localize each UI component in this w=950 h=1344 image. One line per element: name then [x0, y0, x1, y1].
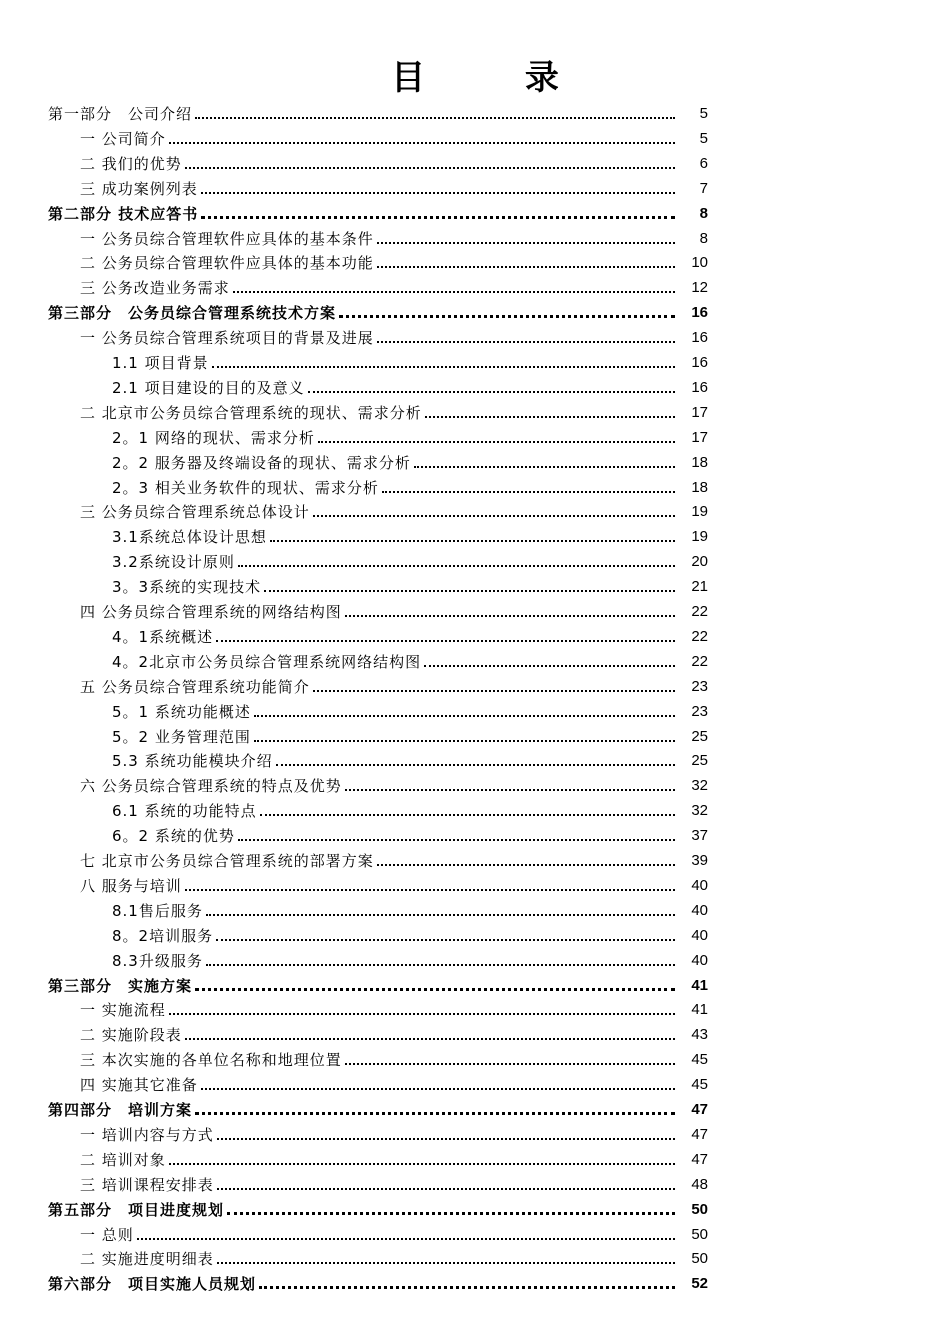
dot-leader — [216, 939, 675, 941]
dot-leader — [238, 839, 675, 841]
toc-entry-page-number: 41 — [691, 1001, 708, 1019]
toc-entry-label: 3.1系统总体设计思想 — [112, 528, 267, 547]
dot-leader — [217, 1188, 675, 1190]
toc-entry-label: 一 公务员综合管理软件应具体的基本条件 — [80, 229, 374, 248]
dot-leader — [217, 1138, 675, 1140]
toc-entry[interactable] — [112, 946, 708, 970]
dot-leader — [233, 291, 675, 293]
toc-entry[interactable] — [80, 124, 708, 148]
dot-leader — [345, 615, 675, 617]
dot-leader — [313, 515, 675, 517]
toc-entry-page-number: 19 — [691, 503, 708, 521]
toc-entry-label: 三 本次实施的各单位名称和地理位置 — [80, 1051, 342, 1070]
toc-entry-page-number: 12 — [691, 279, 708, 297]
toc-entry-page-number: 22 — [691, 627, 708, 645]
toc-entry[interactable] — [80, 1020, 708, 1044]
toc-entry[interactable] — [80, 871, 708, 895]
toc-entry-page-number: 10 — [691, 254, 708, 272]
toc-entry[interactable] — [112, 896, 708, 920]
dot-leader — [195, 117, 675, 119]
toc-entry-label: 一 培训内容与方式 — [80, 1125, 214, 1144]
toc-entry-label: 二 实施进度明细表 — [80, 1250, 214, 1269]
toc-entry[interactable] — [80, 1170, 708, 1194]
toc-entry[interactable] — [112, 796, 708, 820]
dot-leader — [318, 441, 675, 443]
toc-entry-label: 第二部分 技术应答书 — [48, 204, 199, 223]
toc-entry-label: 二 实施阶段表 — [80, 1026, 182, 1045]
toc-entry[interactable] — [80, 398, 708, 422]
toc-entry-label: 6.1 系统的功能特点 — [112, 802, 257, 821]
toc-entry-page-number: 50 — [691, 1200, 708, 1218]
toc-entry-label: 5。2 业务管理范围 — [112, 727, 251, 746]
toc-entry[interactable] — [80, 149, 708, 173]
toc-entry-page-number: 16 — [691, 304, 708, 322]
toc-entry-label: 2。1 网络的现状、需求分析 — [112, 428, 315, 447]
toc-entry[interactable] — [112, 448, 708, 472]
toc-entry-page-number: 25 — [691, 727, 708, 745]
dot-leader — [414, 466, 675, 468]
toc-entry-page-number: 17 — [691, 403, 708, 421]
dot-leader — [270, 540, 675, 542]
dot-leader — [185, 167, 675, 169]
toc-entry[interactable] — [80, 323, 708, 347]
toc-entry[interactable] — [112, 473, 708, 497]
dot-leader — [201, 216, 675, 219]
toc-entry-label: 三 公务改造业务需求 — [80, 279, 230, 298]
dot-leader — [254, 715, 675, 717]
dot-leader — [169, 1013, 675, 1015]
dot-leader — [377, 266, 675, 268]
toc-entry[interactable] — [112, 547, 708, 571]
toc-entry[interactable] — [48, 1269, 708, 1293]
toc-entry[interactable] — [80, 174, 708, 198]
dot-leader — [227, 1212, 675, 1215]
toc-entry[interactable] — [80, 846, 708, 870]
toc-entry-page-number: 18 — [691, 478, 708, 496]
toc-entry-page-number: 40 — [691, 951, 708, 969]
toc-entry-label: 四 实施其它准备 — [80, 1076, 198, 1095]
toc-entry-page-number: 50 — [691, 1250, 708, 1268]
dot-leader — [238, 565, 675, 567]
toc-entry[interactable] — [80, 273, 708, 297]
toc-entry-label: 4。1系统概述 — [112, 627, 214, 646]
toc-entry-label: 四 公务员综合管理系统的网络结构图 — [80, 603, 342, 621]
toc-entry[interactable] — [80, 1045, 708, 1069]
toc-entry-label: 第三部分 实施方案 — [48, 976, 193, 995]
dot-leader — [201, 1088, 675, 1090]
toc-entry-label: 4。2北京市公务员综合管理系统网络结构图 — [112, 652, 422, 671]
toc-entry-label: 第三部分 公务员综合管理系统技术方案 — [48, 304, 337, 323]
toc-entry[interactable] — [48, 99, 708, 123]
toc-entry-page-number: 7 — [699, 179, 708, 197]
toc-entry-label: 二 培训对象 — [80, 1150, 166, 1169]
toc-entry[interactable] — [112, 647, 708, 671]
toc-entry-page-number: 52 — [691, 1275, 708, 1293]
toc-entry-page-number: 32 — [691, 777, 708, 795]
toc-entry-label: 六 公务员综合管理系统的特点及优势 — [80, 777, 342, 796]
toc-entry-label: 3.2系统设计原则 — [112, 553, 235, 572]
dot-leader — [212, 366, 675, 368]
toc-entry-page-number: 45 — [691, 1051, 708, 1069]
toc-entry[interactable] — [48, 199, 708, 223]
toc-entry[interactable] — [112, 821, 708, 845]
toc-entry[interactable] — [112, 697, 708, 721]
toc-entry[interactable] — [112, 921, 708, 945]
toc-entry-label: 第四部分 培训方案 — [48, 1101, 193, 1119]
dot-leader — [216, 640, 675, 642]
toc-entry[interactable] — [80, 224, 708, 248]
toc-entry[interactable] — [80, 497, 708, 521]
toc-entry-label: 五 公务员综合管理系统功能简介 — [80, 677, 310, 696]
dot-leader — [308, 391, 675, 393]
toc-entry-label: 2。2 服务器及终端设备的现状、需求分析 — [112, 453, 411, 472]
toc-entry-label: 七 北京市公务员综合管理系统的部署方案 — [80, 852, 374, 870]
toc-entry-page-number: 8 — [699, 204, 708, 222]
toc-entry-page-number: 25 — [691, 752, 708, 770]
dot-leader — [339, 315, 675, 318]
toc-entry[interactable] — [112, 746, 708, 770]
toc-entry[interactable] — [80, 995, 708, 1019]
toc-entry-page-number: 16 — [691, 378, 708, 396]
toc-entry-page-number: 48 — [691, 1175, 708, 1193]
toc-entry-page-number: 17 — [691, 428, 708, 446]
dot-leader — [377, 864, 675, 866]
toc-entry[interactable] — [112, 373, 708, 397]
toc-entry-label: 5.3 系统功能模块介绍 — [112, 752, 273, 771]
toc-entry-page-number: 39 — [691, 852, 708, 869]
toc-entry[interactable] — [112, 348, 708, 372]
toc-entry-label: 3。3系统的实现技术 — [112, 578, 262, 597]
toc-entry-page-number: 20 — [691, 553, 708, 571]
toc-entry-page-number: 45 — [691, 1076, 708, 1094]
toc-entry-page-number: 47 — [691, 1125, 708, 1143]
dot-leader — [206, 914, 675, 916]
toc-entry-page-number: 22 — [691, 603, 708, 620]
toc-entry-label: 三 成功案例列表 — [80, 179, 198, 198]
dot-leader — [424, 665, 675, 667]
dot-leader — [217, 1262, 675, 1264]
toc-entry-label: 第五部分 项目进度规划 — [48, 1200, 225, 1219]
toc-entry-label: 三 培训课程安排表 — [80, 1175, 214, 1194]
toc-entry-label: 二 北京市公务员综合管理系统的现状、需求分析 — [80, 403, 422, 422]
toc-entry-label: 8。2培训服务 — [112, 926, 214, 945]
toc-entry-page-number: 43 — [691, 1026, 708, 1044]
toc-entry[interactable] — [80, 1220, 708, 1244]
toc-entry-label: 一 实施流程 — [80, 1001, 166, 1020]
toc-entry[interactable] — [80, 1244, 708, 1268]
toc-entry-label: 2。3 相关业务软件的现状、需求分析 — [112, 478, 379, 497]
toc-entry-label: 三 公务员综合管理系统总体设计 — [80, 503, 310, 522]
toc-entry-page-number: 5 — [699, 105, 708, 122]
dot-leader — [382, 491, 675, 493]
dot-leader — [195, 1112, 675, 1115]
toc-entry[interactable] — [112, 572, 708, 596]
toc-entry-label: 一 公司简介 — [80, 129, 166, 148]
dot-leader — [254, 740, 675, 742]
dot-leader — [169, 1163, 675, 1165]
toc-entry-page-number: 16 — [691, 354, 708, 371]
dot-leader — [201, 192, 675, 194]
toc-entry-page-number: 16 — [691, 329, 708, 347]
dot-leader — [313, 690, 675, 692]
toc-entry[interactable] — [80, 1145, 708, 1169]
toc-entry-page-number: 19 — [691, 528, 708, 546]
toc-entry-label: 一 公务员综合管理系统项目的背景及进展 — [80, 329, 374, 348]
dot-leader — [264, 590, 675, 592]
dot-leader — [377, 341, 675, 343]
toc-entry-page-number: 23 — [691, 702, 708, 720]
toc-entry-page-number: 47 — [691, 1150, 708, 1168]
toc-entry[interactable] — [48, 971, 708, 995]
dot-leader — [259, 1286, 675, 1289]
dot-leader — [345, 789, 675, 791]
toc-title: 目 录 — [391, 58, 603, 98]
toc-entry-label: 1.1 项目背景 — [112, 354, 209, 372]
toc-entry-page-number: 21 — [691, 578, 708, 596]
dot-leader — [276, 764, 675, 766]
toc-entry-page-number: 8 — [699, 229, 708, 247]
toc-entry-page-number: 47 — [691, 1101, 708, 1118]
toc-entry-page-number: 23 — [691, 677, 708, 695]
dot-leader — [137, 1238, 675, 1240]
toc-entry-label: 八 服务与培训 — [80, 876, 182, 895]
toc-entry-label: 第一部分 公司介绍 — [48, 105, 193, 123]
toc-entry[interactable] — [80, 771, 708, 795]
toc-entry[interactable] — [80, 1120, 708, 1144]
toc-entry[interactable] — [48, 1095, 708, 1119]
toc-entry-page-number: 37 — [691, 827, 708, 845]
toc-entry-label: 8.3升级服务 — [112, 951, 203, 970]
toc-entry-page-number: 32 — [691, 802, 708, 820]
toc-entry-page-number: 40 — [691, 901, 708, 919]
toc-entry-page-number: 18 — [691, 453, 708, 471]
toc-entry-page-number: 40 — [691, 876, 708, 894]
toc-entry-page-number: 40 — [691, 926, 708, 944]
dot-leader — [185, 889, 675, 891]
dot-leader — [260, 814, 675, 816]
toc-entry[interactable] — [80, 1070, 708, 1094]
toc-entry-label: 二 公务员综合管理软件应具体的基本功能 — [80, 254, 374, 273]
toc-entry[interactable] — [48, 1195, 708, 1219]
toc-entry-label: 一 总则 — [80, 1225, 134, 1244]
toc-entry[interactable] — [112, 622, 708, 646]
toc-entry-label: 5。1 系统功能概述 — [112, 702, 251, 721]
toc-entry[interactable] — [80, 248, 708, 272]
toc-entry-label: 第六部分 项目实施人员规划 — [48, 1275, 257, 1294]
toc-entry-label: 2.1 项目建设的目的及意义 — [112, 378, 305, 397]
dot-leader — [185, 1038, 675, 1040]
toc-entry-page-number: 6 — [699, 154, 708, 172]
toc-entry-page-number: 50 — [691, 1225, 708, 1243]
dot-leader — [425, 416, 675, 418]
dot-leader — [195, 988, 675, 991]
dot-leader — [169, 142, 675, 144]
toc-entry-page-number: 5 — [699, 129, 708, 147]
toc-entry[interactable] — [112, 722, 708, 746]
toc-entry[interactable] — [112, 522, 708, 546]
toc-entry[interactable] — [112, 423, 708, 447]
toc-entry[interactable] — [80, 597, 708, 621]
dot-leader — [377, 242, 675, 244]
toc-entry[interactable] — [48, 298, 708, 322]
dot-leader — [206, 964, 675, 966]
toc-entry-page-number: 41 — [691, 976, 708, 994]
toc-entry-label: 二 我们的优势 — [80, 154, 182, 173]
toc-entry-page-number: 22 — [691, 652, 708, 670]
toc-entry-label: 6。2 系统的优势 — [112, 827, 235, 846]
dot-leader — [345, 1063, 675, 1065]
toc-entry[interactable] — [80, 672, 708, 696]
toc-entry-label: 8.1售后服务 — [112, 901, 203, 920]
